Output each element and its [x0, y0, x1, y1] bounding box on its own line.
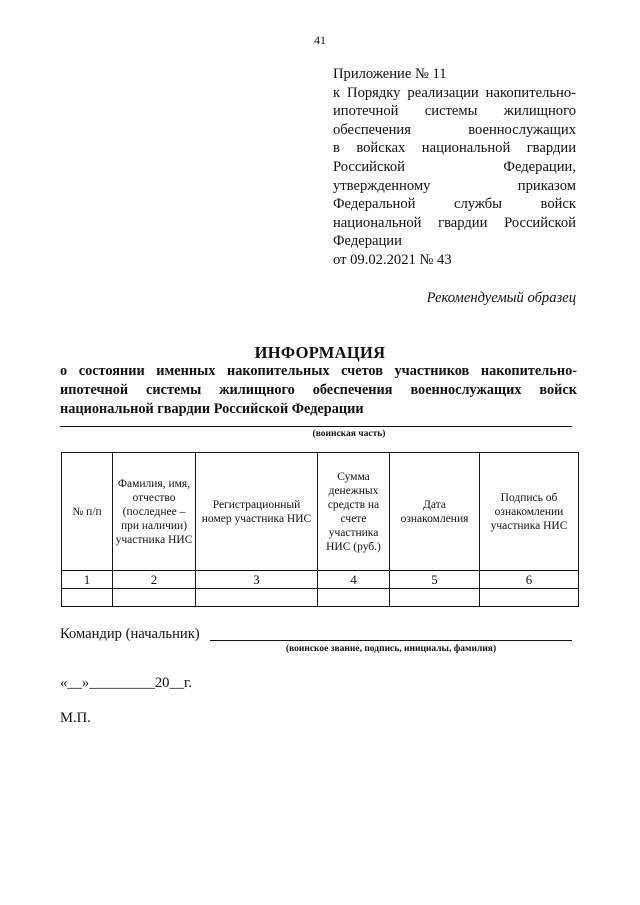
- commander-caption: (воинское звание, подпись, инициалы, фамилия): [285, 644, 497, 654]
- date-template: «__»_________20__г.: [60, 675, 193, 691]
- column-number: 4: [318, 571, 390, 589]
- appendix-line: Федеральной службы войск: [333, 196, 576, 213]
- column-number: 5: [390, 571, 480, 589]
- unit-fill-line: [60, 426, 572, 427]
- header-cell-full-name: Фамилия, имя, отчество (последнее – при наличии) участника НИС: [113, 453, 196, 571]
- table-cell: [196, 589, 318, 607]
- appendix-line: обеспечения военнослужащих: [333, 121, 576, 138]
- header-cell-signature: Подпись об ознакомлении участника НИС: [480, 453, 579, 571]
- subtitle-line: ипотечной системы жилищного обеспечения военнослужащих войск: [60, 382, 577, 398]
- table-header-row: [62, 453, 579, 571]
- appendix-line: к Порядку реализации накопительно-: [333, 84, 576, 101]
- appendix-line: утвержденному приказом: [333, 177, 576, 194]
- column-number: 6: [480, 571, 579, 589]
- header-cell-reg-number: Регистрационный номер участника НИС: [196, 453, 318, 571]
- appendix-line: Федерации: [333, 233, 402, 250]
- appendix-line: Российской Федерации,: [333, 158, 576, 175]
- column-number: 3: [196, 571, 318, 589]
- table-cell: [62, 589, 113, 607]
- commander-fill-line: [210, 640, 572, 641]
- document-subtitle: [60, 362, 577, 419]
- table-column-number-row: [62, 571, 579, 589]
- header-cell-number: № п/п: [62, 453, 113, 571]
- table-cell: [390, 589, 480, 607]
- appendix-line: Приложение № 11: [333, 66, 447, 82]
- table-cell: [318, 589, 390, 607]
- document-title: ИНФОРМАЦИЯ: [254, 343, 386, 362]
- table-cell: [113, 589, 196, 607]
- info-table: [61, 452, 579, 607]
- appendix-line: в войсках национальной гвардии: [333, 140, 576, 157]
- appendix-block: [333, 65, 576, 270]
- subtitle-line: национальной гвардии Российской Федерации: [60, 401, 364, 417]
- page-number: 41: [314, 33, 326, 47]
- subtitle-line: о состоянии именных накопительных счетов участников накопительно-: [60, 363, 577, 379]
- unit-caption: (воинская часть): [312, 429, 386, 439]
- stamp-place: М.П.: [60, 710, 91, 726]
- table-cell: [480, 589, 579, 607]
- recommended-sample-note: Рекомендуемый образец: [426, 290, 576, 306]
- column-number: 2: [113, 571, 196, 589]
- header-cell-amount: Сумма денежных средств на счете участника НИС (руб.): [318, 453, 390, 571]
- appendix-line: от 09.02.2021 № 43: [333, 251, 452, 268]
- table-row: [62, 589, 579, 607]
- header-cell-date: Дата ознакомления: [390, 453, 480, 571]
- commander-label: Командир (начальник): [60, 626, 200, 642]
- appendix-line: ипотечной системы жилищного: [333, 103, 576, 120]
- appendix-line: национальной гвардии Российской: [333, 214, 576, 231]
- column-number: 1: [62, 571, 113, 589]
